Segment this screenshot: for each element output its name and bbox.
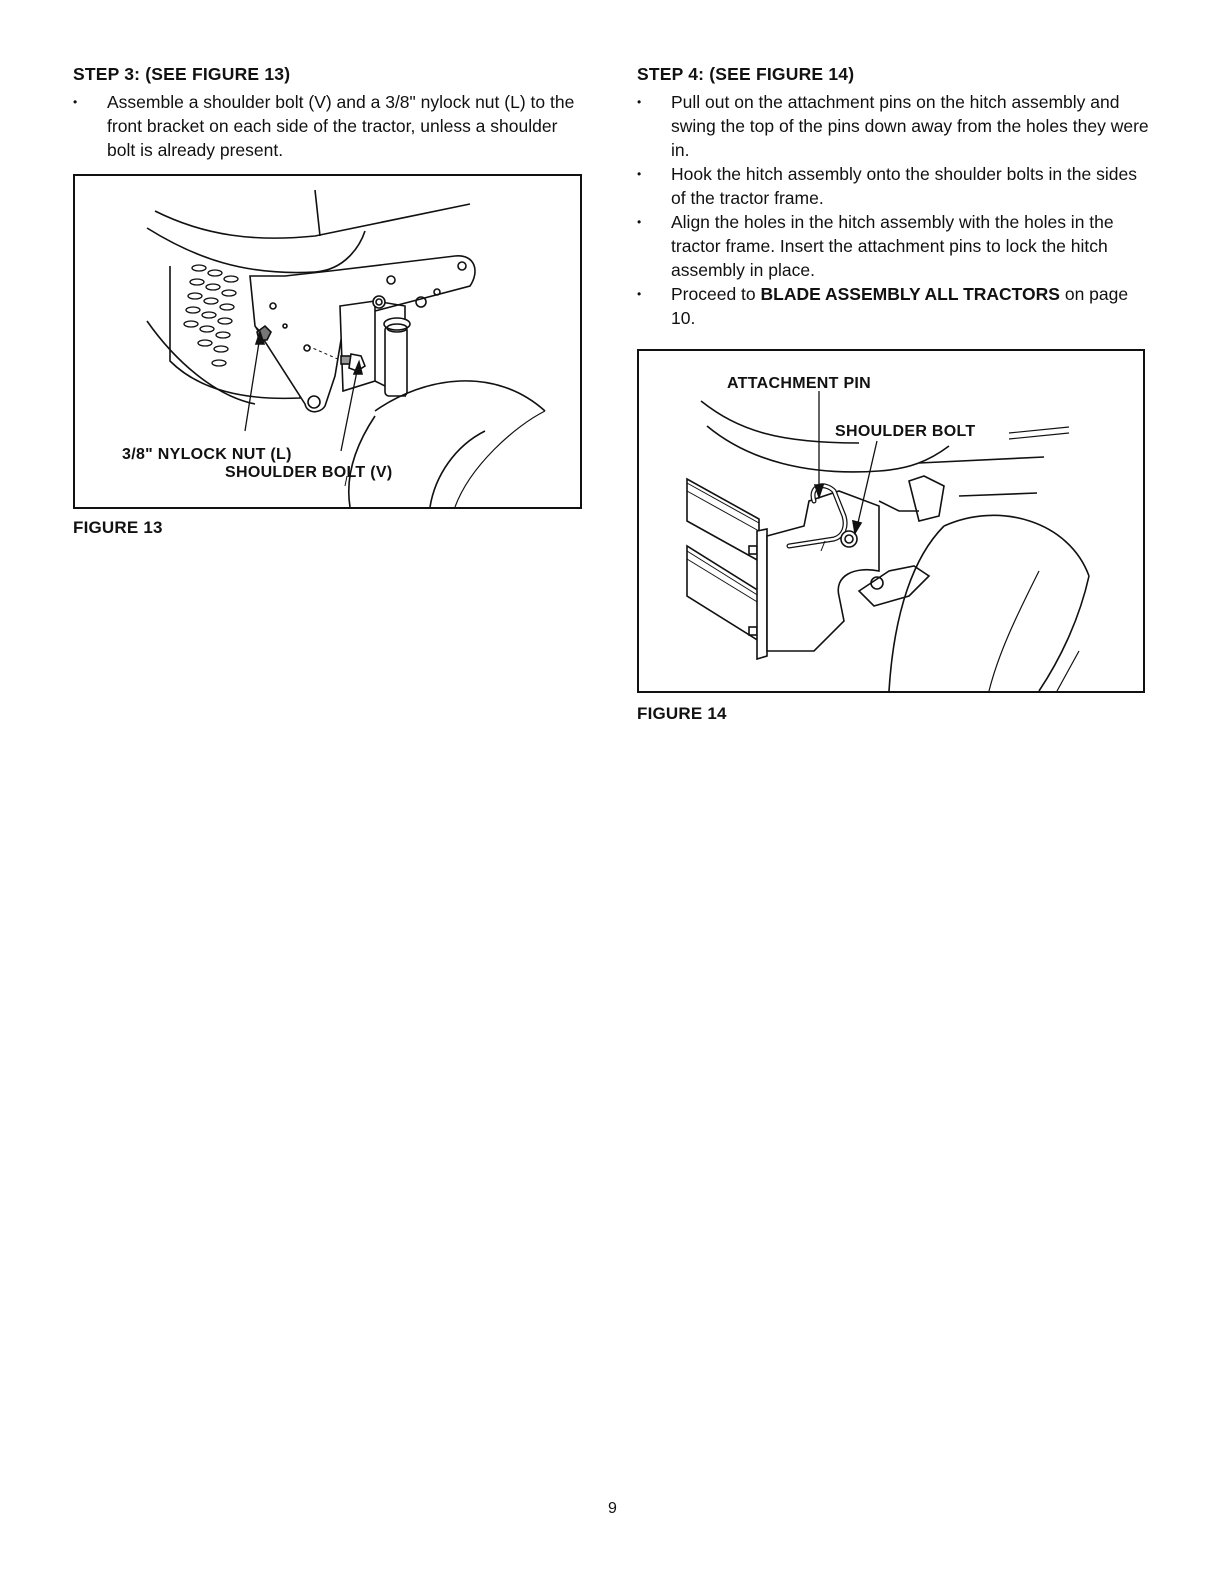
step4-bullet-2: • Hook the hitch assembly onto the shoulder bolts in the sides of the tractor frame. [637,162,1149,210]
figure13-caption: FIGURE 13 [73,518,163,537]
page-number: 9 [608,1500,617,1517]
step4-bullet-4-suffix: on page 10. [671,284,1129,328]
step4-section [637,64,1149,330]
step4-bullet-1: • Pull out on the attachment pins on the hitch assembly and swing the top of the pins down away from the holes they were in. [637,90,1149,162]
step3-heading: STEP 3: (SEE FIGURE 13) [73,64,291,84]
figure14-illustration [637,349,1145,693]
figure13-illustration [73,174,582,509]
figure13-label-shoulder-bolt: SHOULDER BOLT (V) [225,464,393,481]
step3-bullet-list [73,90,585,162]
step4-bullet-4 [637,282,1149,330]
step4-bullet-3: • Align the holes in the hitch assembly with the holes in the tractor frame. Insert the attachment pins to lock the hitch assembly in place. [637,210,1149,282]
figure13-label-nylock-nut: 3/8" NYLOCK NUT (L) [122,446,292,463]
vent-slots-drawing [184,265,238,366]
step4-heading: STEP 4: (SEE FIGURE 14) [637,64,855,84]
step4-bullet-4-prefix: Proceed to [671,284,761,304]
figure14-drawing [639,351,1143,691]
step3-bullet-1: • Assemble a shoulder bolt (V) and a 3/8" nylock nut (L) to the front bracket on each side of the tractor, unless a shoulder bolt is already present. [73,90,585,162]
step4-bullet-list [637,90,1149,330]
figure14-label-attachment-pin: ATTACHMENT PIN [727,375,872,392]
figure14-caption: FIGURE 14 [637,704,727,723]
figure14-label-shoulder-bolt: SHOULDER BOLT [835,423,976,440]
step3-section [73,64,585,162]
step4-bullet-4-bold: BLADE ASSEMBLY ALL TRACTORS [760,284,1060,304]
